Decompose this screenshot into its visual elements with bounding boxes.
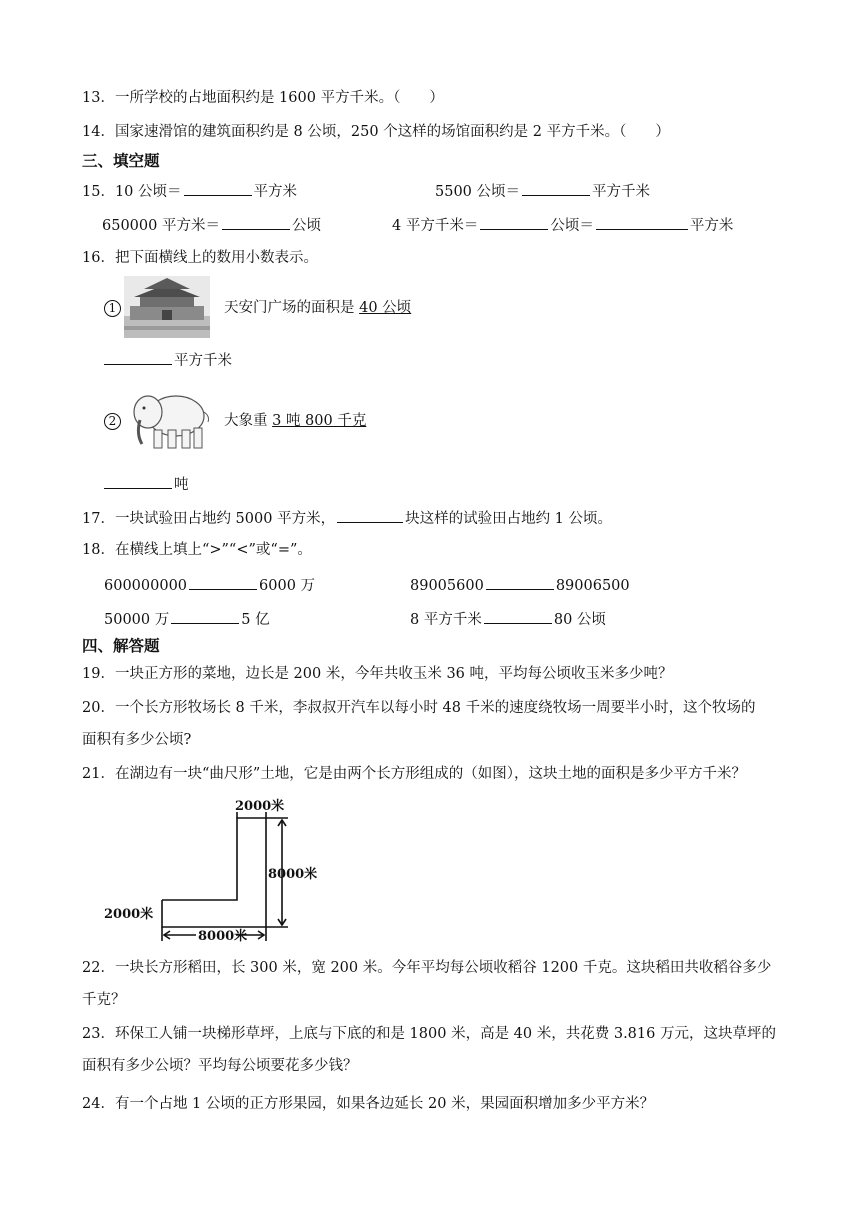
question-text: 一块正方形的菜地，边长是 200 米，今年共收玉米 36 吨，平均每公顷收玉米多少吨？ xyxy=(114,666,673,682)
underlined-value: 40 公顷 xyxy=(359,300,412,316)
text: 4 平方千米＝ xyxy=(392,218,479,234)
answer-blank[interactable] xyxy=(184,180,252,196)
text: 5500 公顷＝ xyxy=(435,184,521,200)
answer-blank[interactable] xyxy=(484,608,552,624)
section-heading-answer: 四、解答题 xyxy=(82,637,160,655)
text: 大象重 xyxy=(224,413,273,429)
question-15-row-1 xyxy=(82,180,297,202)
answer-blank[interactable] xyxy=(104,349,172,365)
answer-blank[interactable] xyxy=(171,608,239,624)
question-23-line-2 xyxy=(82,1056,358,1076)
question-number: 16． xyxy=(82,250,115,266)
question-text: 在湖边有一块“曲尺形”土地，它是由两个长方形组成的（如图），这块土地的面积是多少平方千米？ xyxy=(114,766,747,782)
answer-blank[interactable] xyxy=(337,507,403,523)
figure-label-right: 8000米 xyxy=(268,867,318,882)
l-shape-figure xyxy=(100,796,340,946)
question-22-line-1 xyxy=(82,958,771,978)
question-21 xyxy=(82,764,746,784)
text: 公顷＝ xyxy=(550,218,594,234)
answer-blank[interactable] xyxy=(522,180,590,196)
item-2-answer xyxy=(104,473,189,495)
question-number: 17． xyxy=(82,511,115,527)
item-1-text xyxy=(224,298,411,318)
question-number: 13． xyxy=(82,90,115,106)
question-17 xyxy=(82,507,612,529)
question-text: 一块长方形稻田，长 300 米，宽 200 米。今年平均每公顷收稻谷 1200 千克。这块稻田共收稻谷多少 xyxy=(114,960,772,976)
question-20-line-1 xyxy=(82,698,756,718)
text: 平方千米 xyxy=(592,184,651,200)
question-text: 环保工人铺一块梯形草坪，上底与下底的和是 1800 米，高是 40 米，共花费 3.816 万元，这块草坪的 xyxy=(114,1026,776,1042)
question-18 xyxy=(82,540,312,560)
question-14 xyxy=(82,122,670,142)
question-text: 千克？ xyxy=(82,992,126,1008)
question-15-row-2 xyxy=(102,214,321,236)
text: 600000000 xyxy=(104,578,188,594)
section-heading-fill-in: 三、填空题 xyxy=(82,152,160,170)
question-text: 一所学校的占地面积约是 1600 平方千米。（ ） xyxy=(114,90,444,106)
question-19 xyxy=(82,664,673,684)
underlined-value: 3 吨 800 千克 xyxy=(272,413,367,429)
question-18-d xyxy=(410,608,606,630)
text: 平方千米 xyxy=(174,353,232,369)
figure-label-left: 2000米 xyxy=(104,907,154,922)
question-number: 24． xyxy=(82,1096,115,1112)
figure-label-bottom: 8000米 xyxy=(198,929,248,944)
item-2-text xyxy=(224,411,366,431)
answer-blank[interactable] xyxy=(104,473,172,489)
question-text: 面积有多少公顷？平均每公顷要花多少钱？ xyxy=(82,1058,358,1074)
question-text: 一个长方形牧场长 8 千米，李叔叔开汽车以每小时 48 千米的速度绕牧场一周要半小时，这个牧场的 xyxy=(114,700,756,716)
question-number: 20． xyxy=(82,700,115,716)
text: 平方米 xyxy=(689,218,734,234)
answer-blank[interactable] xyxy=(486,574,554,590)
text: 一块试验田占地约 5000 平方米， xyxy=(114,511,336,527)
question-22-line-2 xyxy=(82,990,126,1010)
text: 吨 xyxy=(174,477,189,493)
question-text: 有一个占地 1 公顷的正方形果园，如果各边延长 20 米，果园面积增加多少平方米？ xyxy=(114,1096,655,1112)
text: 8 平方千米 xyxy=(410,612,482,628)
text: 50000 万 xyxy=(104,612,170,628)
text: 89005600 xyxy=(410,578,484,594)
question-number: 15． xyxy=(82,184,115,200)
question-number: 14． xyxy=(82,124,115,140)
answer-blank[interactable] xyxy=(596,214,688,230)
question-18-c xyxy=(104,608,270,630)
question-15-row-1b xyxy=(435,180,650,202)
answer-blank[interactable] xyxy=(222,214,290,230)
question-number: 22． xyxy=(82,960,115,976)
text: 650000 平方米＝ xyxy=(102,218,220,234)
question-23-line-1 xyxy=(82,1024,776,1044)
text: 10 公顷＝ xyxy=(114,184,182,200)
answer-blank[interactable] xyxy=(480,214,548,230)
question-text: 面积有多少公顷? xyxy=(82,732,192,748)
text: 6000 万 xyxy=(259,578,316,594)
answer-blank[interactable] xyxy=(189,574,257,590)
question-text: 国家速滑馆的建筑面积约是 8 公顷，250 个这样的场馆面积约是 2 平方千米。（ ） xyxy=(114,124,670,140)
question-15-row-2b xyxy=(392,214,733,236)
text: 平方米 xyxy=(253,184,298,200)
circled-number: 2 xyxy=(104,413,121,430)
question-16 xyxy=(82,248,318,268)
text: 公顷 xyxy=(291,218,321,234)
question-number: 21． xyxy=(82,766,115,782)
text: 块这样的试验田占地约 1 公顷。 xyxy=(405,511,613,527)
question-24 xyxy=(82,1094,654,1114)
figure-label-top: 2000米 xyxy=(235,799,285,814)
text: 80 公顷 xyxy=(553,612,606,628)
question-number: 19． xyxy=(82,666,115,682)
question-18-a xyxy=(104,574,315,596)
text: 天安门广场的面积是 xyxy=(224,300,360,316)
question-20-line-2 xyxy=(82,730,191,750)
elephant-image xyxy=(126,390,212,454)
question-text: 把下面横线上的数用小数表示。 xyxy=(114,250,318,266)
question-number: 23． xyxy=(82,1026,115,1042)
circled-number: 1 xyxy=(104,300,121,317)
question-number: 18． xyxy=(82,542,115,558)
text: 5 亿 xyxy=(241,612,270,628)
question-text: 在横线上填上“>”“<”或“=”。 xyxy=(114,542,312,558)
question-18-b xyxy=(410,574,630,596)
item-1-answer xyxy=(104,349,232,371)
tiananmen-image xyxy=(124,276,210,338)
item-2-marker xyxy=(104,411,127,431)
question-13 xyxy=(82,88,444,108)
text: 89006500 xyxy=(555,578,630,594)
